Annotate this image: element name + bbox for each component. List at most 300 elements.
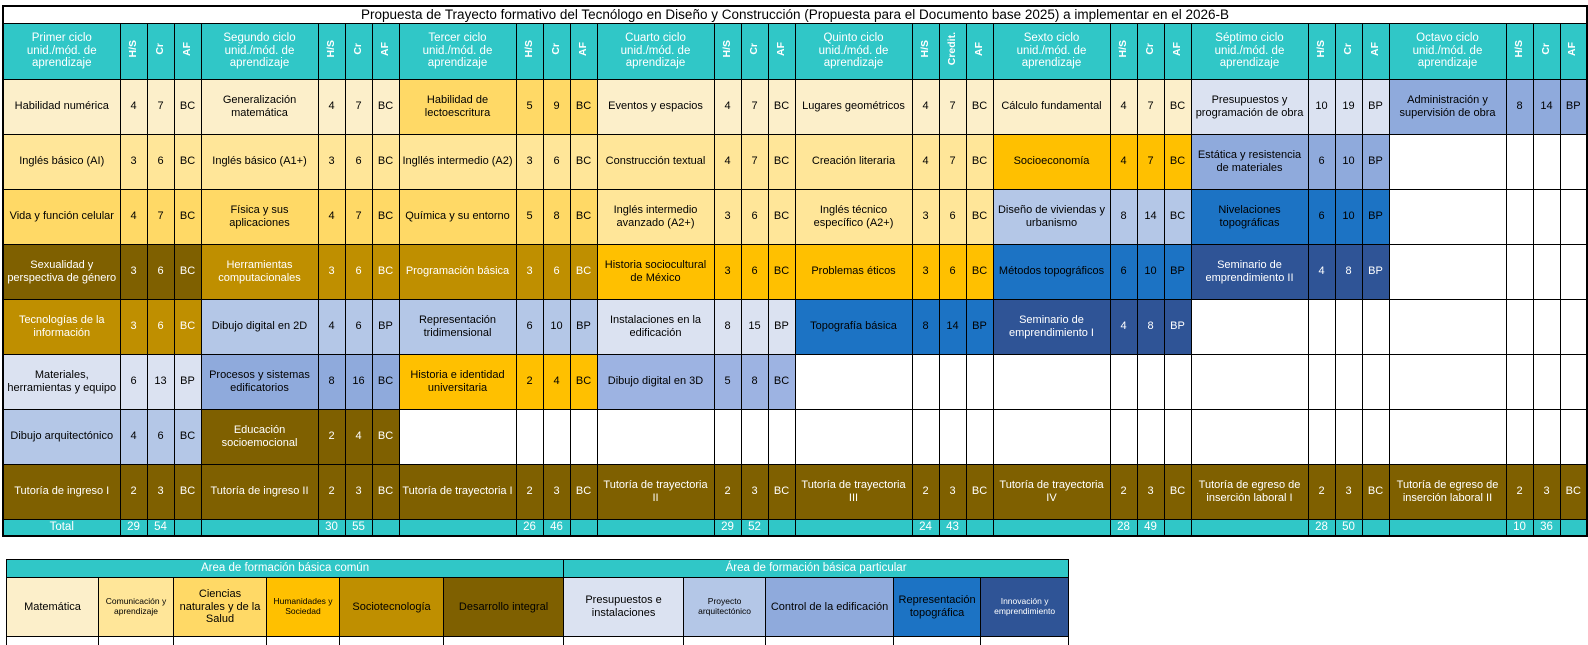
hs-cell: 8 bbox=[318, 354, 345, 409]
empty-cell bbox=[570, 409, 597, 464]
col-header-af bbox=[1164, 23, 1191, 79]
af-cell: BP bbox=[1164, 244, 1191, 299]
empty-cell bbox=[1560, 409, 1587, 464]
hs-cell: 2 bbox=[516, 464, 543, 519]
col-header-cr bbox=[741, 23, 768, 79]
af-cell: BC bbox=[174, 299, 201, 354]
course-cell: Dibujo digital en 2D bbox=[201, 299, 318, 354]
hs-cell: 2 bbox=[120, 464, 147, 519]
hs-cell: 4 bbox=[714, 134, 741, 189]
total-label-cell: Total bbox=[3, 519, 120, 536]
col-header-cr bbox=[1335, 23, 1362, 79]
legend-stub-cell bbox=[684, 637, 766, 645]
cr-cell: 7 bbox=[741, 134, 768, 189]
cr-cell: 10 bbox=[1335, 134, 1362, 189]
cycle-header-3: Tercer ciclo unid./mód. de aprendizaje bbox=[399, 23, 516, 79]
hs-cell: 5 bbox=[516, 189, 543, 244]
empty-cell bbox=[1533, 189, 1560, 244]
tutoria-cell: Tutoría de trayectoria II bbox=[597, 464, 714, 519]
af-cell: BC bbox=[768, 189, 795, 244]
course-cell: Seminario de emprendimiento II bbox=[1191, 244, 1308, 299]
empty-cell bbox=[1389, 409, 1506, 464]
cr-cell: 13 bbox=[147, 354, 174, 409]
course-cell: Física y sus aplicaciones bbox=[201, 189, 318, 244]
total-label-cell bbox=[795, 519, 912, 536]
cr-cell: 6 bbox=[147, 299, 174, 354]
empty-cell bbox=[1506, 354, 1533, 409]
cr-cell: 7 bbox=[1137, 79, 1164, 134]
cr-cell: 3 bbox=[345, 464, 372, 519]
empty-cell bbox=[1308, 354, 1335, 409]
cr-cell: 6 bbox=[939, 244, 966, 299]
cr-cell: 10 bbox=[543, 299, 570, 354]
empty-cell bbox=[939, 409, 966, 464]
cr-cell: 4 bbox=[345, 409, 372, 464]
course-cell: Tecnologías de la información bbox=[3, 299, 120, 354]
legend-stub-cell bbox=[981, 637, 1069, 645]
af-cell: BC bbox=[1560, 464, 1587, 519]
course-cell: Historia e identidad universitaria bbox=[399, 354, 516, 409]
af-cell: BC bbox=[174, 79, 201, 134]
hs-cell: 3 bbox=[516, 134, 543, 189]
total-label-cell bbox=[399, 519, 516, 536]
cr-cell: 8 bbox=[543, 189, 570, 244]
course-cell: Inglés intermedio avanzado (A2+) bbox=[597, 189, 714, 244]
af-cell: BC bbox=[966, 244, 993, 299]
col-header-af-label: AF bbox=[1368, 41, 1381, 56]
col-header-hs bbox=[714, 23, 741, 79]
total-af-cell bbox=[372, 519, 399, 536]
total-hs-cell: 10 bbox=[1506, 519, 1533, 536]
af-cell: BC bbox=[174, 189, 201, 244]
total-hs-cell: 29 bbox=[714, 519, 741, 536]
col-header-cr-label: Cr bbox=[549, 43, 562, 56]
col-header-hs-label: H/S bbox=[1116, 39, 1129, 58]
col-header-hs-label: H/S bbox=[324, 39, 337, 58]
hs-cell: 3 bbox=[318, 244, 345, 299]
course-cell: Habilidad numérica bbox=[3, 79, 120, 134]
total-af-cell bbox=[570, 519, 597, 536]
hs-cell: 3 bbox=[120, 134, 147, 189]
total-cr-cell: 50 bbox=[1335, 519, 1362, 536]
cr-cell: 7 bbox=[147, 79, 174, 134]
tutoria-cell: Tutoría de trayectoria IV bbox=[993, 464, 1110, 519]
cr-cell: 14 bbox=[1137, 189, 1164, 244]
hs-cell: 2 bbox=[516, 354, 543, 409]
af-cell: BC bbox=[966, 79, 993, 134]
hs-cell: 3 bbox=[318, 134, 345, 189]
empty-cell bbox=[1533, 244, 1560, 299]
col-header-af-label: AF bbox=[774, 41, 787, 56]
hs-cell: 3 bbox=[516, 244, 543, 299]
empty-cell bbox=[1335, 409, 1362, 464]
hs-cell: 6 bbox=[516, 299, 543, 354]
legend-stub-cell bbox=[267, 637, 340, 645]
tutoria-cell: Tutoría de egreso de inserción laboral II bbox=[1389, 464, 1506, 519]
col-header-af bbox=[1362, 23, 1389, 79]
course-cell: Topografía básica bbox=[795, 299, 912, 354]
af-cell: BC bbox=[570, 354, 597, 409]
empty-cell bbox=[1137, 409, 1164, 464]
legend-item-con: Control de la edificación bbox=[766, 578, 894, 637]
legend-item-pre: Presupuestos e instalaciones bbox=[564, 578, 684, 637]
legend-item-pro: Proyecto arquitectónico bbox=[684, 578, 766, 637]
total-hs-cell: 28 bbox=[1110, 519, 1137, 536]
hs-cell: 10 bbox=[1308, 79, 1335, 134]
cr-cell: 3 bbox=[741, 464, 768, 519]
course-cell: Habilidad de lectoescritura bbox=[399, 79, 516, 134]
tutoria-cell: Tutoría de trayectoria I bbox=[399, 464, 516, 519]
hs-cell: 4 bbox=[120, 409, 147, 464]
cr-cell: 6 bbox=[345, 134, 372, 189]
cr-cell: 6 bbox=[345, 299, 372, 354]
course-cell: Administración y supervisión de obra bbox=[1389, 79, 1506, 134]
empty-cell bbox=[966, 409, 993, 464]
legend-stub-cell bbox=[7, 637, 99, 645]
empty-cell bbox=[1362, 409, 1389, 464]
cr-cell: 7 bbox=[939, 79, 966, 134]
tutoria-cell: Tutoría de egreso de inserción laboral I bbox=[1191, 464, 1308, 519]
af-cell: BC bbox=[768, 354, 795, 409]
empty-cell bbox=[1560, 299, 1587, 354]
cr-cell: 6 bbox=[147, 409, 174, 464]
empty-cell bbox=[939, 354, 966, 409]
af-cell: BC bbox=[768, 134, 795, 189]
course-cell: Construcción textual bbox=[597, 134, 714, 189]
empty-cell bbox=[1533, 354, 1560, 409]
empty-cell bbox=[1389, 354, 1506, 409]
col-header-hs bbox=[120, 23, 147, 79]
af-cell: BC bbox=[372, 189, 399, 244]
empty-cell bbox=[516, 409, 543, 464]
col-header-af-label: AF bbox=[1566, 41, 1579, 56]
cr-cell: 14 bbox=[1533, 79, 1560, 134]
af-cell: BC bbox=[1362, 464, 1389, 519]
legend-common-header: Area de formación básica común bbox=[7, 560, 564, 578]
col-header-cr bbox=[939, 23, 966, 79]
empty-cell bbox=[1191, 409, 1308, 464]
hs-cell: 8 bbox=[1506, 79, 1533, 134]
cr-cell: 6 bbox=[543, 244, 570, 299]
col-header-af bbox=[174, 23, 201, 79]
cr-cell: 14 bbox=[939, 299, 966, 354]
hs-cell: 3 bbox=[714, 244, 741, 299]
col-header-af-label: AF bbox=[1170, 41, 1183, 56]
af-cell: BC bbox=[372, 134, 399, 189]
legend-particular-header: Área de formación básica particular bbox=[564, 560, 1069, 578]
total-cr-cell: 54 bbox=[147, 519, 174, 536]
empty-cell bbox=[1560, 189, 1587, 244]
course-cell: Dibujo arquitectónico bbox=[3, 409, 120, 464]
course-cell: Socioeconomía bbox=[993, 134, 1110, 189]
total-cr-cell: 36 bbox=[1533, 519, 1560, 536]
af-cell: BC bbox=[570, 244, 597, 299]
empty-cell bbox=[1389, 189, 1506, 244]
cr-cell: 10 bbox=[1335, 189, 1362, 244]
hs-cell: 2 bbox=[912, 464, 939, 519]
af-cell: BP bbox=[174, 354, 201, 409]
legend-item-soc: Sociotecnología bbox=[340, 578, 444, 637]
total-cr-cell: 46 bbox=[543, 519, 570, 536]
empty-cell bbox=[966, 354, 993, 409]
course-cell: Diseño de viviendas y urbanismo bbox=[993, 189, 1110, 244]
hs-cell: 6 bbox=[1308, 189, 1335, 244]
af-cell: BC bbox=[570, 464, 597, 519]
cr-cell: 6 bbox=[147, 134, 174, 189]
af-cell: BC bbox=[372, 79, 399, 134]
empty-cell bbox=[1362, 354, 1389, 409]
course-cell: Vida y función celular bbox=[3, 189, 120, 244]
empty-cell bbox=[1506, 134, 1533, 189]
hs-cell: 2 bbox=[318, 464, 345, 519]
hs-cell: 3 bbox=[714, 189, 741, 244]
hs-cell: 8 bbox=[912, 299, 939, 354]
legend-stub-cell bbox=[894, 637, 981, 645]
empty-cell bbox=[993, 354, 1110, 409]
legend-stub-cell bbox=[766, 637, 894, 645]
hs-cell: 4 bbox=[912, 134, 939, 189]
cr-cell: 8 bbox=[741, 354, 768, 409]
cycle-header-1: Primer ciclo unid./mód. de aprendizaje bbox=[3, 23, 120, 79]
empty-cell bbox=[1389, 299, 1506, 354]
total-label-cell bbox=[1191, 519, 1308, 536]
hs-cell: 5 bbox=[516, 79, 543, 134]
total-hs-cell: 28 bbox=[1308, 519, 1335, 536]
col-header-hs bbox=[1506, 23, 1533, 79]
empty-cell bbox=[1191, 299, 1308, 354]
legend-item-rep: Representación topográfica bbox=[894, 578, 981, 637]
hs-cell: 4 bbox=[120, 189, 147, 244]
empty-cell bbox=[1560, 354, 1587, 409]
col-header-cr-label: Cr bbox=[1143, 43, 1156, 56]
empty-cell bbox=[1506, 244, 1533, 299]
af-cell: BP bbox=[768, 299, 795, 354]
tutoria-cell: Tutoría de ingreso II bbox=[201, 464, 318, 519]
hs-cell: 5 bbox=[714, 354, 741, 409]
total-cr-cell: 43 bbox=[939, 519, 966, 536]
col-header-cr bbox=[147, 23, 174, 79]
cr-cell: 19 bbox=[1335, 79, 1362, 134]
col-header-cr-label: Cr bbox=[747, 43, 760, 56]
col-header-hs-label: H/S bbox=[1512, 39, 1525, 58]
cr-cell: 3 bbox=[543, 464, 570, 519]
hs-cell: 4 bbox=[318, 189, 345, 244]
empty-cell bbox=[399, 409, 516, 464]
af-cell: BP bbox=[1560, 79, 1587, 134]
af-cell: BP bbox=[966, 299, 993, 354]
af-cell: BP bbox=[1164, 299, 1191, 354]
cycle-header-2: Segundo ciclo unid./mód. de aprendizaje bbox=[201, 23, 318, 79]
total-af-cell bbox=[1164, 519, 1191, 536]
empty-cell bbox=[1533, 134, 1560, 189]
course-cell: Nivelaciones topográficas bbox=[1191, 189, 1308, 244]
col-header-hs-label: H/S bbox=[126, 39, 139, 58]
legend-stub-cell bbox=[564, 637, 684, 645]
empty-cell bbox=[1164, 354, 1191, 409]
col-header-cr-label: Cr bbox=[351, 43, 364, 56]
legend-item-com: Comunicación y aprendizaje bbox=[99, 578, 174, 637]
af-cell: BP bbox=[1362, 244, 1389, 299]
empty-cell bbox=[1110, 409, 1137, 464]
col-header-hs bbox=[1110, 23, 1137, 79]
col-header-af bbox=[1560, 23, 1587, 79]
col-header-cr bbox=[345, 23, 372, 79]
legend-table bbox=[6, 559, 1069, 645]
cr-cell: 6 bbox=[939, 189, 966, 244]
course-cell: Química y su entorno bbox=[399, 189, 516, 244]
total-hs-cell: 30 bbox=[318, 519, 345, 536]
total-af-cell bbox=[1560, 519, 1587, 536]
af-cell: BC bbox=[372, 354, 399, 409]
cr-cell: 7 bbox=[939, 134, 966, 189]
af-cell: BC bbox=[570, 189, 597, 244]
total-cr-cell: 49 bbox=[1137, 519, 1164, 536]
tutoria-cell: Tutoría de trayectoria III bbox=[795, 464, 912, 519]
total-af-cell bbox=[768, 519, 795, 536]
af-cell: BC bbox=[570, 79, 597, 134]
af-cell: BC bbox=[372, 244, 399, 299]
af-cell: BP bbox=[1362, 189, 1389, 244]
af-cell: BC bbox=[966, 464, 993, 519]
col-header-cr-label: Cr bbox=[153, 43, 166, 56]
total-cr-cell: 55 bbox=[345, 519, 372, 536]
course-cell: Lugares geométricos bbox=[795, 79, 912, 134]
empty-cell bbox=[1308, 409, 1335, 464]
course-cell: Eventos y espacios bbox=[597, 79, 714, 134]
empty-cell bbox=[1137, 354, 1164, 409]
cr-cell: 7 bbox=[345, 79, 372, 134]
empty-cell bbox=[912, 354, 939, 409]
course-cell: Materiales, herramientas y equipo bbox=[3, 354, 120, 409]
cr-cell: 6 bbox=[543, 134, 570, 189]
cr-cell: 3 bbox=[1137, 464, 1164, 519]
total-hs-cell: 26 bbox=[516, 519, 543, 536]
empty-cell bbox=[1533, 299, 1560, 354]
hs-cell: 6 bbox=[120, 354, 147, 409]
col-header-cr-label: Cr bbox=[1341, 43, 1354, 56]
empty-cell bbox=[1389, 134, 1506, 189]
af-cell: BC bbox=[1164, 79, 1191, 134]
af-cell: BC bbox=[1164, 189, 1191, 244]
empty-cell bbox=[1389, 244, 1506, 299]
legend-item-hum: Humanidades y Sociedad bbox=[267, 578, 340, 637]
af-cell: BC bbox=[1164, 134, 1191, 189]
hs-cell: 3 bbox=[912, 244, 939, 299]
af-cell: BC bbox=[768, 464, 795, 519]
af-cell: BC bbox=[174, 409, 201, 464]
course-cell: Problemas éticos bbox=[795, 244, 912, 299]
hs-cell: 4 bbox=[120, 79, 147, 134]
col-header-af-label: AF bbox=[576, 41, 589, 56]
col-header-af bbox=[966, 23, 993, 79]
cr-cell: 8 bbox=[1137, 299, 1164, 354]
cr-cell: 6 bbox=[741, 189, 768, 244]
legend-item-mat: Matemática bbox=[7, 578, 99, 637]
course-cell: Sexualidad y perspectiva de género bbox=[3, 244, 120, 299]
course-cell: Seminario de emprendimiento I bbox=[993, 299, 1110, 354]
empty-cell bbox=[1308, 299, 1335, 354]
af-cell: BC bbox=[966, 134, 993, 189]
empty-cell bbox=[1191, 354, 1308, 409]
af-cell: BC bbox=[174, 464, 201, 519]
total-label-cell bbox=[993, 519, 1110, 536]
course-cell: Herramientas computacionales bbox=[201, 244, 318, 299]
cr-cell: 10 bbox=[1137, 244, 1164, 299]
af-cell: BP bbox=[570, 299, 597, 354]
cr-cell: 6 bbox=[147, 244, 174, 299]
cr-cell: 7 bbox=[1137, 134, 1164, 189]
af-cell: BC bbox=[174, 244, 201, 299]
col-header-cr-label: Cr bbox=[1539, 43, 1552, 56]
hs-cell: 3 bbox=[120, 244, 147, 299]
legend-item-cie: Ciencias naturales y de la Salud bbox=[174, 578, 267, 637]
course-cell: Generalización matemática bbox=[201, 79, 318, 134]
course-cell: Programación básica bbox=[399, 244, 516, 299]
hs-cell: 3 bbox=[912, 189, 939, 244]
tutoria-cell: Tutoría de ingreso I bbox=[3, 464, 120, 519]
af-cell: BP bbox=[372, 299, 399, 354]
col-header-hs-label: H/S bbox=[1314, 39, 1327, 58]
empty-cell bbox=[795, 354, 912, 409]
cr-cell: 3 bbox=[939, 464, 966, 519]
course-cell: Presupuestos y programación de obra bbox=[1191, 79, 1308, 134]
cr-cell: 8 bbox=[1335, 244, 1362, 299]
cycle-header-5: Quinto ciclo unid./mód. de aprendizaje bbox=[795, 23, 912, 79]
empty-cell bbox=[597, 409, 714, 464]
legend-stub-cell bbox=[174, 637, 267, 645]
cr-cell: 7 bbox=[147, 189, 174, 244]
course-cell: Ingllés intermedio (A2) bbox=[399, 134, 516, 189]
af-cell: BP bbox=[1362, 79, 1389, 134]
hs-cell: 4 bbox=[318, 79, 345, 134]
cr-cell: 7 bbox=[345, 189, 372, 244]
af-cell: BP bbox=[1362, 134, 1389, 189]
col-header-hs bbox=[318, 23, 345, 79]
col-header-hs bbox=[516, 23, 543, 79]
total-hs-cell: 29 bbox=[120, 519, 147, 536]
course-cell: Inglés básico (AI) bbox=[3, 134, 120, 189]
col-header-af bbox=[372, 23, 399, 79]
total-row bbox=[3, 519, 1587, 536]
course-cell: Procesos y sistemas edificatorios bbox=[201, 354, 318, 409]
empty-cell bbox=[1164, 409, 1191, 464]
hs-cell: 4 bbox=[1110, 134, 1137, 189]
af-cell: BC bbox=[570, 134, 597, 189]
col-header-hs-label: H/S bbox=[522, 39, 535, 58]
total-af-cell bbox=[1362, 519, 1389, 536]
af-cell: BC bbox=[768, 244, 795, 299]
total-label-cell bbox=[597, 519, 714, 536]
hs-cell: 2 bbox=[714, 464, 741, 519]
cr-cell: 9 bbox=[543, 79, 570, 134]
course-cell: Educación socioemocional bbox=[201, 409, 318, 464]
col-header-cr-label: Credit. bbox=[945, 31, 958, 66]
empty-cell bbox=[768, 409, 795, 464]
cr-cell: 6 bbox=[345, 244, 372, 299]
total-label-cell bbox=[201, 519, 318, 536]
hs-cell: 2 bbox=[318, 409, 345, 464]
empty-cell bbox=[795, 409, 912, 464]
legend-stub-cell bbox=[99, 637, 174, 645]
legend-item-des: Desarrollo integral bbox=[444, 578, 564, 637]
course-cell: Historia sociocultural de México bbox=[597, 244, 714, 299]
hs-cell: 4 bbox=[1110, 299, 1137, 354]
empty-cell bbox=[1506, 409, 1533, 464]
af-cell: BC bbox=[372, 409, 399, 464]
course-cell: Cálculo fundamental bbox=[993, 79, 1110, 134]
col-header-hs-label: H/S bbox=[918, 39, 931, 58]
empty-cell bbox=[714, 409, 741, 464]
